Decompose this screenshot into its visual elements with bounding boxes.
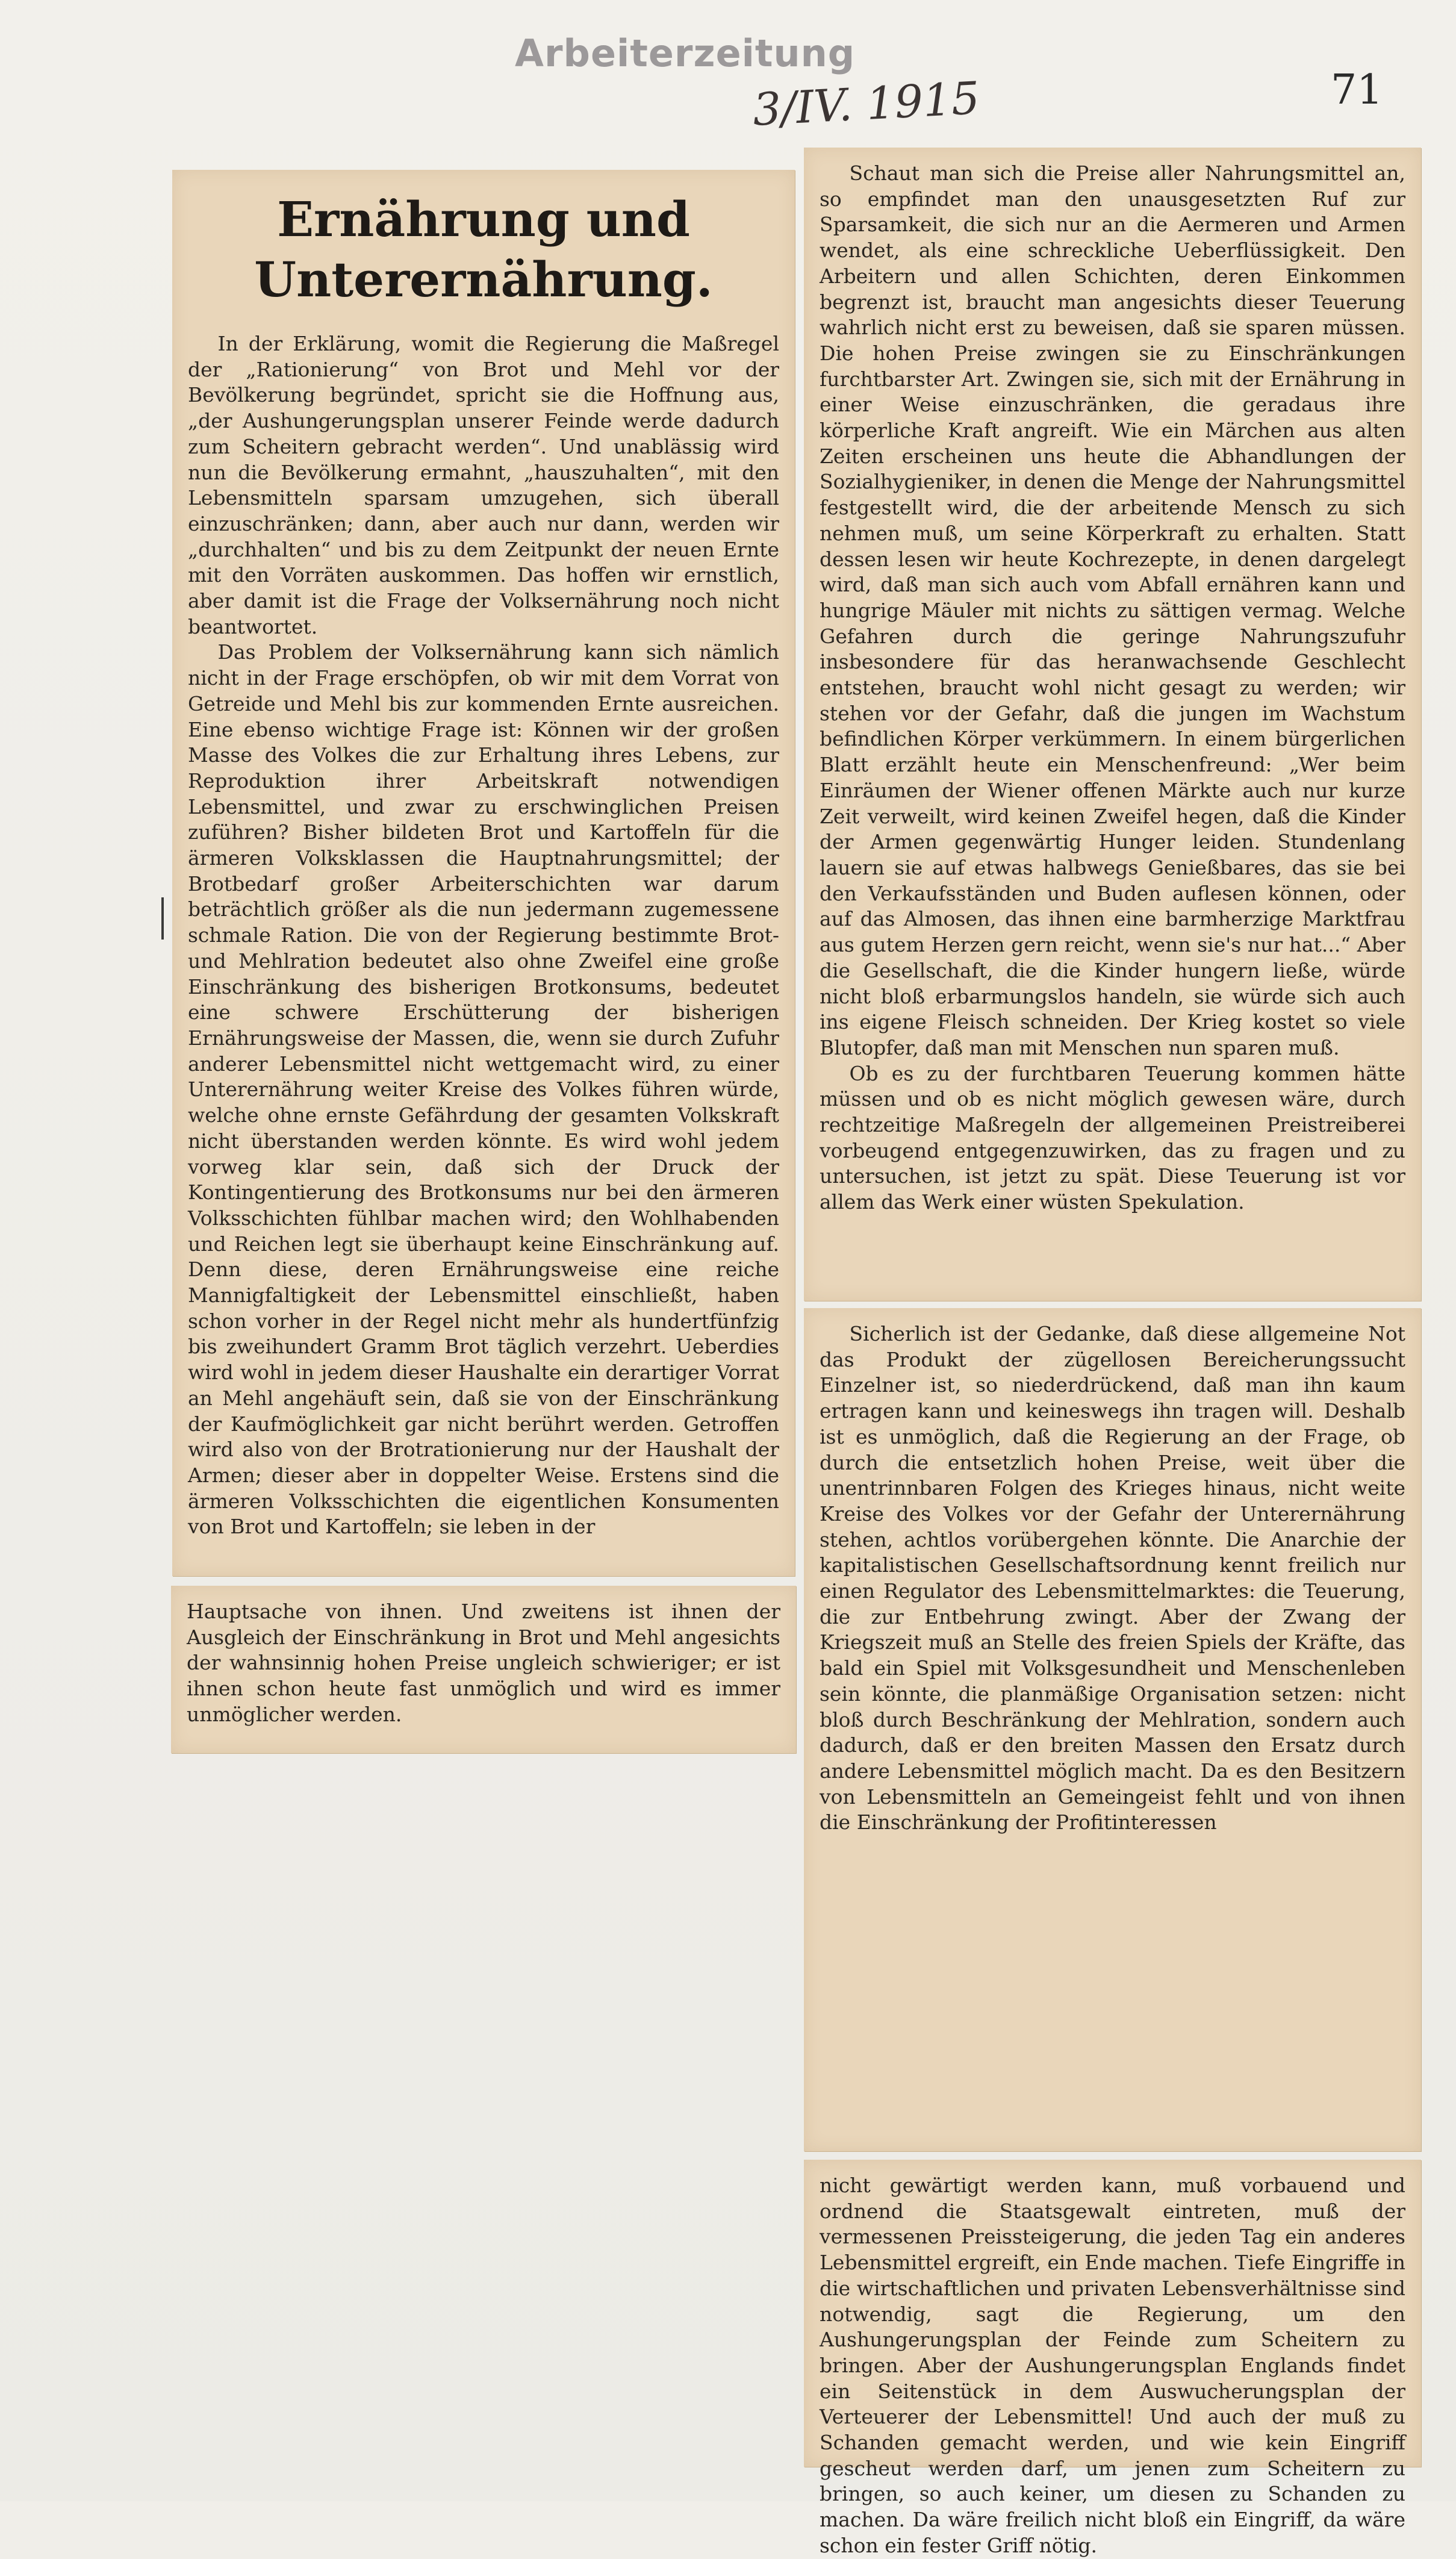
margin-mark xyxy=(161,897,164,940)
article-paragraph: Hauptsache von ihnen. Und zweitens ist ihnen der Ausgleich der Einschränkung in Brot und Mehl angesichts der wahnsinnig hohen Preise ungleich schwieriger; er ist ihnen schon heute fast unmöglich und wird es immer unmöglicher werden. xyxy=(187,1600,780,1726)
article-paragraph: Sicherlich ist der Gedanke, daß diese allgemeine Not das Produkt der zügellosen Bereicherungssucht Einzelner ist, so niederdrückend, daß man ihn kaum ertragen kann und keineswegs ihn tragen will. Deshalb ist es unmöglich, daß die Regierung an der Frage, ob durch die entsetzlich hohen Preise, weit über die unentrinnbaren Folgen des Krieges hinaus, nicht weite Kreise des Volkes vor der Gefahr der Unterernährung stehen, achtlos vorübergehen könnte. Die Anarchie der kapitalistischen Gesellschaftsordnung kennt freilich nur einen Regulator des Lebensmittelmarktes: die Teuerung, die zur Entbehrung zwingt. Aber der Zwang der Kriegszeit muß an Stelle des freien Spiels der Kräfte, das bald ein Spiel mit Volksgesundheit und Menschenleben sein könnte, die planmäßige Organisation setzen: nicht bloß durch Beschränkung der Mehlration, sondern auch dadurch, daß er den breiten Massen den Ersatz durch andere Lebensmittel möglich macht. Da es den Besitzern von Lebensmitteln an Gemeingeist fehlt und von ihnen die Einschränkung der Profitinteressen xyxy=(820,1322,1405,1834)
article-paragraph: Schaut man sich die Preise aller Nahrungsmittel an, so empfindet man den unausgesetzten Ruf zur Sparsamkeit, die sich nur an die Aermeren und Armen wendet, als eine schreckliche Ueberflüssigkeit. Den Arbeitern und allen Schichten, deren Einkommen begrenzt ist, braucht man angesichts dieser Teuerung wahrlich nicht erst zu beweisen, daß sie sparen müssen. Die hohen Preise zwingen sie zu Einschränkungen furchtbarster Art. Zwingen sie, sich mit der Ernährung in einer Weise einzuschränken, die geradaus ihre körperliche Kraft angreift. Wie ein Märchen aus alten Zeiten erscheinen uns heute die Abhandlungen der Sozialhygieniker, in denen die Menge der Nahrungsmittel festgestellt wird, die der arbeitende Mensch zu sich nehmen muß, um seine Körperkraft zu erhalten. Statt dessen lesen wir heute Kochrezepte, in denen dargelegt wird, daß man sich auch vom Abfall ernähren kann und hungrige Mäuler mit nichts zu sättigen vermag. Welche Gefahren durch die geringe Nahrungszufuhr insbesondere für das heranwachsende Geschlecht entstehen, braucht wohl nicht gesagt zu werden; wir stehen vor der Gefahr, daß die jungen im Wachstum befindlichen Körper verkümmern. In einem bürgerlichen Blatt erzählt heute ein Menschenfreund: „Wer beim Einräumen der Wiener offenen Märkte auch nur kurze Zeit verweilt, wird keinen Zweifel hegen, daß die Kinder der Armen gegenwärtig Hunger leiden. Stundenlang lauern sie auf etwas halbwegs Genießbares, das sie bei den Verkaufsständen und Buden auflesen können, oder auf das Almosen, das ihnen eine barmherzige Marktfrau aus gutem Herzen gern reicht, wenn sie's nur hat...“ Aber die Gesellschaft, die die Kinder hungern ließe, würde nicht bloß erbarmungslos handeln, sie würde sich auch ins eigene Fleisch schneiden. Der Krieg kostet so viele Blutopfer, daß man mit Menschen nun sparen muß. xyxy=(820,161,1405,1059)
clipping-right-top xyxy=(804,148,1421,1301)
clipping-right-bottom xyxy=(804,2160,1421,2557)
article-paragraph: In der Erklärung, womit die Regierung die Maßregel der „Rationierung“ von Brot und Mehl vor der Bevölkerung begründet, spricht sie die Hoffnung aus, „der Aushungerungsplan unserer Feinde werde dadurch zum Scheitern gebracht werden“. Und unablässig wird nun die Bevölkerung ermahnt, „hauszuhalten“, mit den Lebensmitteln sparsam umzugehen, sich überall einzuschränken; dann, aber auch nur dann, werden wir „durchhalten“ und bis zu dem Zeitpunkt der neuen Ernte mit den Vorräten auskommen. Das hoffen wir ernstlich, aber damit ist die Frage der Volksernährung noch nicht beantwortet. xyxy=(188,332,779,638)
article-paragraph: Das Problem der Volksernährung kann sich nämlich nicht in der Frage erschöpfen, ob wir mit dem Vorrat von Getreide und Mehl bis zur kommenden Ernte ausreichen. Eine ebenso wichtige Frage ist: Können wir der großen Masse des Volkes die zur Erhaltung ihres Lebens, zur Reproduktion ihrer Arbeitskraft notwendigen Lebensmittel, und zwar zu erschwinglichen Preisen zuführen? Bisher bildeten Brot und Kartoffeln für die ärmeren Volksklassen die Hauptnahrungsmittel; der Brotbedarf großer Arbeiterschichten war darum beträchtlich größer als die nun jedermann zugemessene schmale Ration. Die von der Regierung bestimmte Brot- und Mehlration bedeutet also ohne Zweifel eine große Einschränkung des bisherigen Brotkonsums, bedeutet eine schwere Erschütterung der bisherigen Ernährungsweise der Massen, die, wenn sie durch Zufuhr anderer Lebensmittel nicht wettgemacht wird, zu einer Unterernährung weiter Kreise des Volkes führen würde, welche ohne ernste Gefährdung der gesamten Volkskraft nicht überstanden werden könnte. Es wird wohl jedem vorweg klar sein, daß sich der Druck der Kontingentierung des Brotkonsums nur bei den ärmeren Volksschichten fühlbar machen wird; den Wohlhabenden und Reichen legt sie überhaupt keine Einschränkung auf. Denn diese, deren Ernährungsweise eine reiche Mannigfaltigkeit der Lebensmittel einschließt, haben schon vorher in der Regel nicht mehr als hundertfünfzig bis zweihundert Gramm Brot täglich verzehrt. Ueberdies wird wohl in jedem dieser Haushalte ein derartiger Vorrat an Mehl angehäuft sein, daß sie von der Einschränkung der Kaufmöglichkeit gar nicht berührt werden. Getroffen wird also von der Brotrationierung nur der Haushalt der Armen; dieser aber in doppelter Weise. Erstens sind die ärmeren Volksschichten die eigentlichen Konsumenten von Brot und Kartoffeln; sie leben in der xyxy=(188,640,779,1539)
archive-stamp: Arbeiterzeitung xyxy=(515,31,856,75)
handwritten-date: 3/IV. 1915 xyxy=(751,72,982,136)
clipping-right-middle xyxy=(804,1308,1421,2151)
article-paragraph: nicht gewärtigt werden kann, muß vorbauend und ordnend die Staatsgewalt eintreten, muß der vermessenen Preissteigerung, die jeden Tag ein anderes Lebensmittel ergreift, ein Ende machen. Tiefe Eingriffe in die wirtschaftlichen und privaten Lebensverhältnisse sind notwendig, sagt die Regierung, um den Aushungerungsplan der Feinde zum Scheitern zu bringen. Aber der Aushungerungsplan Englands findet ein Seitenstück in dem Auswucherungsplan der Verteuerer der Lebensmittel! Und auch der muß zu Schanden gemacht werden, und wie kein Eingriff gescheut werden darf, um jenen zum Scheitern zu bringen, so auch keiner, um diesen zu Schanden zu machen. Da wäre freilich nicht bloß ein Eingriff, da wäre schon ein fester Griff nötig. xyxy=(820,2174,1405,2557)
clipping-left-continuation xyxy=(171,1586,796,1753)
article-paragraph: Ob es zu der furchtbaren Teuerung kommen hätte müssen und ob es nicht möglich gewesen wäre, durch rechtzeitige Maßregeln der allgemeinen Preistreiberei vorbeugend entgegenzuwirken, das zu fragen und zu untersuchen, ist jetzt zu spät. Diese Teuerung ist vor allem das Werk einer wüsten Spekulation. xyxy=(820,1061,1405,1214)
clipping-left-main xyxy=(172,170,795,1576)
page-number: 71 xyxy=(1331,66,1383,114)
article-title: Ernährung und Unterernährung. xyxy=(254,191,713,308)
